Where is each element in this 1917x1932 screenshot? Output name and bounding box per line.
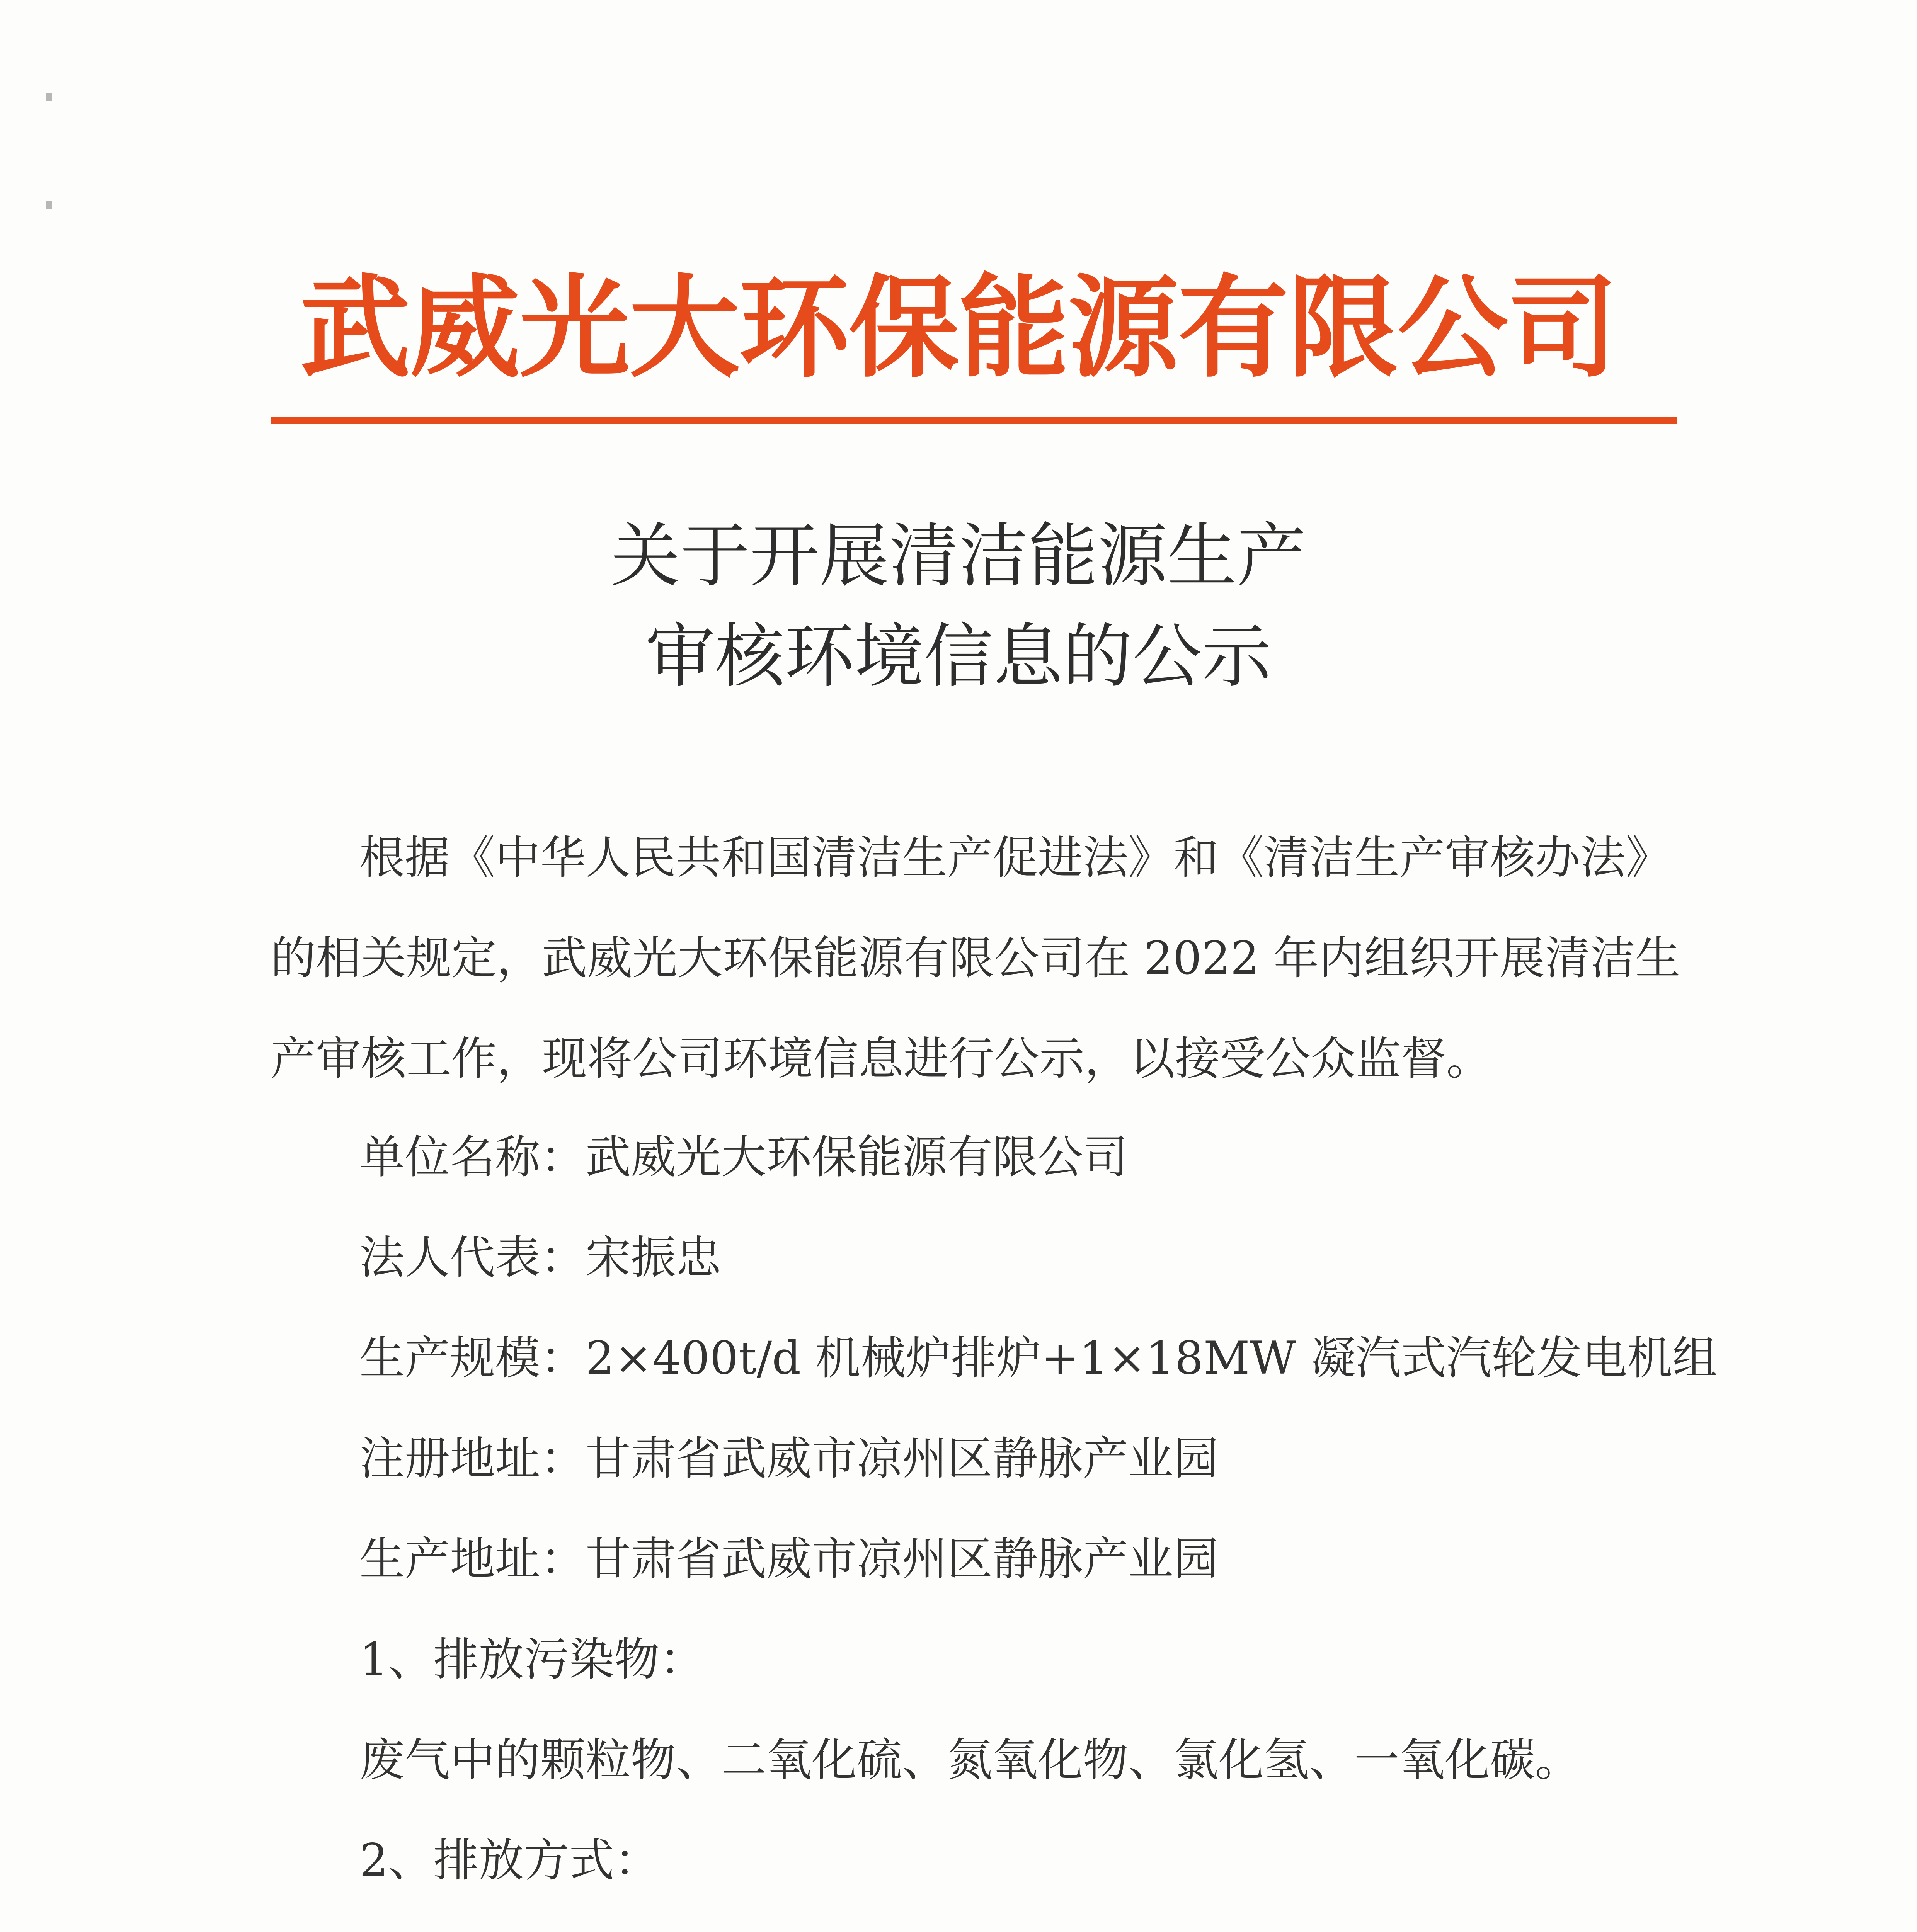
unit-name-line: 单位名称：武威光大环保能源有限公司 [359, 1131, 1129, 1184]
scan-speck [46, 93, 52, 101]
intro-paragraph-line-3: 产审核工作，现将公司环境信息进行公示，以接受公众监督。 [271, 1032, 1492, 1085]
production-scale-line: 生产规模：2×400t/d 机械炉排炉+1×18MW 凝汽式汽轮发电机组 [359, 1332, 1718, 1384]
letterhead-red-rule [271, 417, 1677, 424]
document-title-line-2: 审核环境信息的公示 [645, 616, 1272, 697]
section-2-text-line-1 [359, 1926, 1639, 1932]
document-title-line-1: 关于开展清洁能源生产 [610, 516, 1306, 597]
letterhead-company-name: 武威光大环保能源有限公司 [300, 264, 1617, 393]
section-1-heading: 1、排放污染物： [359, 1633, 705, 1686]
legal-representative-line: 法人代表：宋振忠 [359, 1231, 722, 1284]
intro-paragraph-line-2: 的相关规定，武威光大环保能源有限公司在 2022 年内组织开展清洁生 [271, 932, 1681, 985]
intro-paragraph-line-1: 根据《中华人民共和国清洁生产促进法》和《清洁生产审核办法》 [359, 831, 1671, 884]
scan-speck [46, 201, 52, 209]
registered-address-line: 注册地址：甘肃省武威市凉州区静脉产业园 [359, 1432, 1219, 1485]
section-1-text: 废气中的颗粒物、二氧化硫、氮氧化物、氯化氢、一氧化碳。 [359, 1733, 1581, 1786]
section-2-heading: 2、排放方式： [359, 1834, 660, 1887]
production-address-line: 生产地址：甘肃省武威市凉州区静脉产业园 [359, 1532, 1219, 1585]
